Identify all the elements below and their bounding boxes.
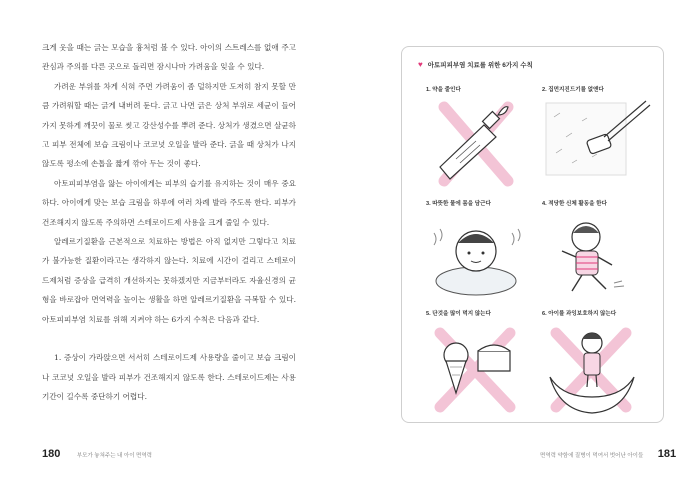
running-title: 면역력 약함에 질병이 먹여서 벗어난 아이들	[540, 453, 644, 459]
running-title: 부모가 놓쳐주는 내 아이 면역력	[76, 453, 152, 459]
rule-6	[542, 309, 660, 417]
left-folio	[42, 444, 152, 462]
paragraph: 크게 웃을 때는 긁는 모습을 흉처럼 볼 수 있다. 아이의 스트레스를 없애 주고 관심과 주의를 다른 곳으로 돌리면 잠시나마 가려움을 잊을 수 있다.	[42, 43, 296, 72]
rule-label: 4. 적당한 신체 활동을 한다	[542, 201, 607, 207]
paragraph: 알레르기질환을 근본적으로 치료하는 방법은 아직 없지만 그렇다고 치료가 불가능한 질환이라고는 생각하지 않는다. 치료에 시간이 걸리고 스테로이드제처럼 증상을 급격히 개선하지는 못하겠지만 지금부터라도 자율신경의 균형을 바로잡아 면역력을 높이는 생활을 하면 알레르기질환을 극복할 수 있다. 아토피피부염 치료를 위해 지켜야 하는 6가지 수칙은 다음과 같다.	[42, 237, 296, 324]
rule-3	[426, 199, 544, 307]
rule-label: 2. 집먼지진드기를 없앤다	[542, 87, 604, 93]
rule-1	[426, 85, 544, 193]
rule-4	[542, 199, 660, 307]
rule-5	[426, 309, 544, 417]
paragraph: 1. 증상이 가라앉으면 서서히 스테로이드제 사용량을 줄이고 보습 크림이나 코코넛 오일을 발라 피부가 건조해지지 않도록 한다. 스테로이드제는 사용 기간이 길수록 중단하기 어렵다.	[42, 353, 296, 401]
rules-box	[401, 46, 664, 423]
page-number: 180	[42, 448, 61, 460]
ointment-tube-icon	[426, 97, 526, 193]
child-bathing-icon	[426, 211, 526, 307]
body-text	[42, 38, 296, 406]
box-title-text: 아토피피부염 치료를 위한 6가지 수칙	[427, 62, 533, 69]
vacuum-cleaner-icon	[542, 97, 652, 193]
page-number: 181	[657, 448, 677, 460]
rule-label: 6. 아이를 과잉보호하지 않는다	[542, 311, 617, 317]
rule-label: 1. 약을 줄인다	[426, 87, 461, 93]
box-title	[418, 60, 533, 69]
ice-cream-cake-icon	[426, 321, 526, 417]
rule-label: 5. 단것을 많이 먹지 않는다	[426, 311, 491, 317]
rule-2	[542, 85, 660, 193]
paragraph: 아토피피부염을 앓는 아이에게는 피부의 습기를 유지하는 것이 매우 중요하다. 아이에게 맞는 보습 크림을 하루에 여러 차례 발라 주도록 한다. 피부가 건조해지지 않도록 주의하면 스테로이드제 사용을 크게 줄일 수 있다.	[42, 178, 296, 227]
right-folio	[540, 444, 676, 462]
child-in-hands-icon	[542, 321, 642, 417]
right-page	[350, 0, 700, 494]
child-running-icon	[542, 211, 642, 307]
paragraph: 가려운 부위를 차게 식혀 주면 가려움이 좀 덜하지만 도저히 참지 못할 만큼 가려워할 때는 긁게 내버려 둔다. 긁고 나면 긁은 상처 부위로 세균이 들어가지 못하게 깨끗이 물로 씻고 강산성수를 뿌려 준다. 상처가 생겼으면 살균하고 피부 전체에 보습 크림이나 코코넛 오일을 발라 준다. 긁을 때 상처가 나지 않도록 평소에 손톱을 짧게 깎아 두는 것이 좋다.	[42, 81, 296, 169]
heart-icon: ♥	[418, 60, 423, 69]
rule-label: 3. 따뜻한 물에 몸을 담근다	[426, 201, 491, 207]
